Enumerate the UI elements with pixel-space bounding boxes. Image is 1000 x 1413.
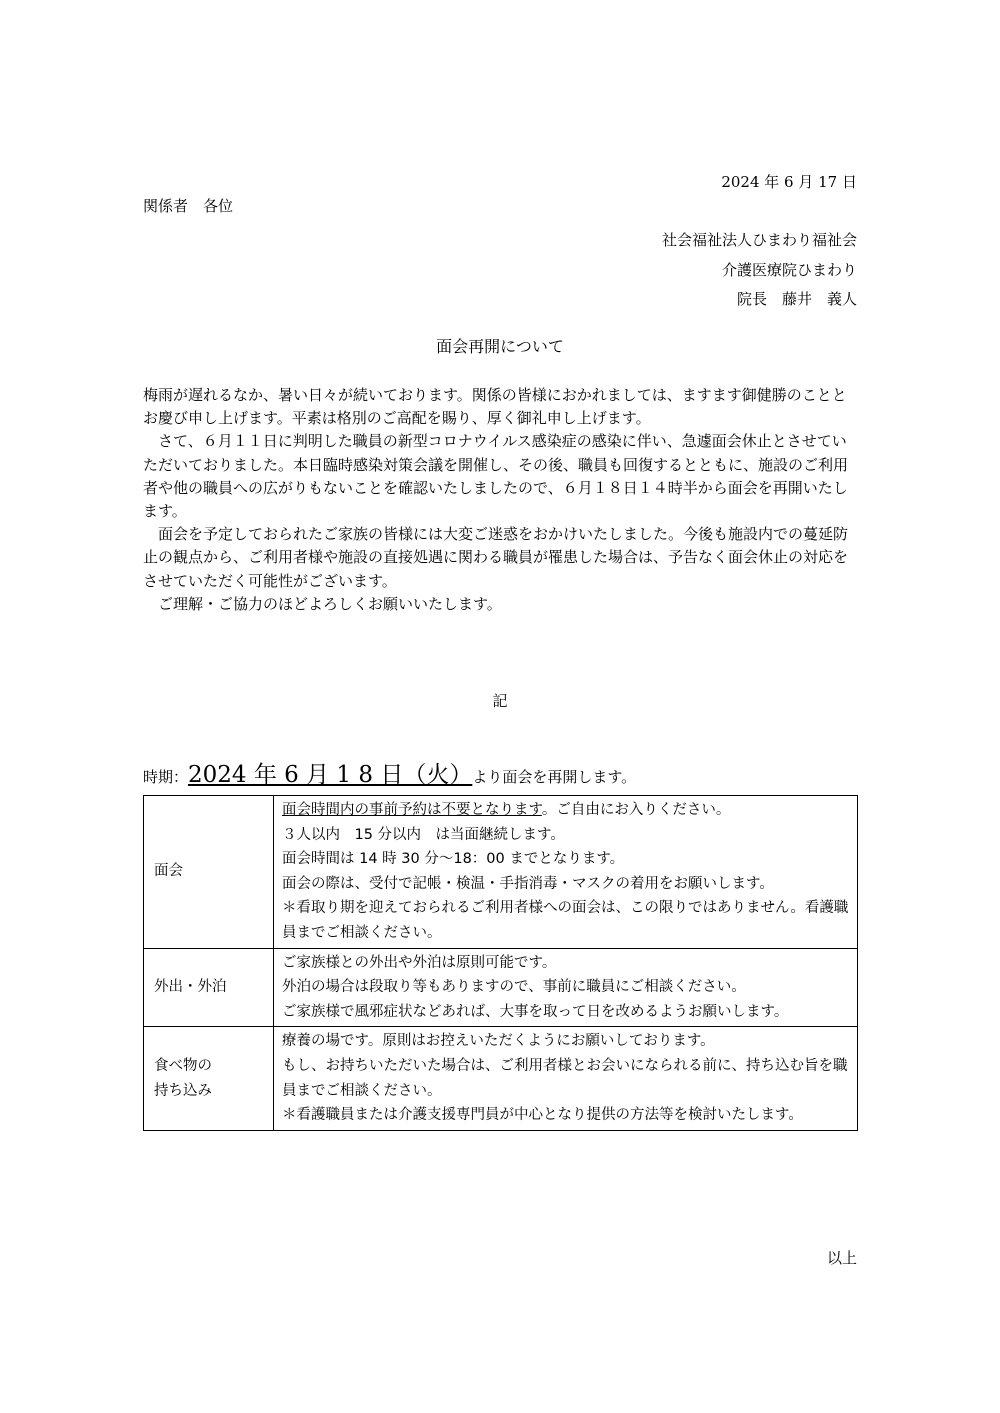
table-row-food <box>144 1027 858 1130</box>
body-paragraph-greeting: 梅雨が遅れるなか、暑い日々が続いております。関係の皆様におかれましては、ますます御健勝のこととお慶び申し上げます。平素は格別のご高配を賜り、厚く御礼申し上げます。 <box>143 386 847 428</box>
table-row-outing <box>144 948 858 1027</box>
visit-rules-table <box>143 795 858 1131</box>
kigo-heading: 記 <box>492 692 508 710</box>
document-date: 2024 年 6 月 17 日 <box>721 173 857 191</box>
row-content-visit <box>274 796 858 949</box>
visit-lead-underlined: 面会時間内の事前予約は不要となります <box>282 802 542 818</box>
food-head-line-1: 食べ物の <box>154 1057 212 1074</box>
outing-line-1: ご家族様との外出や外泊は原則可能です。 <box>282 954 557 971</box>
period-label: 時期： <box>143 768 189 786</box>
row-head-outing: 外出・外泊 <box>144 948 274 1027</box>
food-line-2: もし、お持ちいただいた場合は、ご利用者様とお会いになられる前に、持ち込む旨を職員までご相談ください。 <box>282 1057 848 1099</box>
visit-line-2: ３人以内 15 分以内 は当面継続します。 <box>282 826 565 843</box>
closing-mark: 以上 <box>826 1249 857 1267</box>
addressee: 関係者 各位 <box>143 197 234 215</box>
body-paragraph-apology: 面会を予定しておられたご家族の皆様には大変ご迷惑をおかけいたしました。今後も施設内での蔓延防止の観点から、ご利用者様や施設の直接処遇に関わる職員が罹患した場合は、予告なく面会休止の対応をさせていただく可能性がございます。 <box>143 525 849 590</box>
visit-line-1 <box>282 798 849 823</box>
outing-line-3: ご家族様で風邪症状などあれば、大事を取って日を改めるようお願いします。 <box>282 1003 789 1020</box>
period-date: 2024 年 6 月 1 8 日（火） <box>188 762 473 788</box>
sender-facility: 介護医療院ひまわり <box>721 260 857 279</box>
outing-line-2: 外泊の場合は段取り等もありますので、事前に職員にご相談ください。 <box>282 979 746 996</box>
document-body <box>143 384 859 616</box>
resume-period <box>143 756 636 789</box>
table-row-visit <box>144 796 858 949</box>
visit-lead-rest: 。ご自由にお入りください。 <box>541 802 731 818</box>
food-line-3: ＊看護職員または介護支援専門員が中心となり提供の方法等を検討いたします。 <box>282 1107 803 1124</box>
body-paragraph-closure: さて、６月１１日に判明した職員の新型コロナウイルス感染症の感染に伴い、急遽面会休止とさせていただいておりました。本日臨時感染対策会議を開催し、その後、職員も回復するとともに、施設のご利用者や他の職員への広がりもないことを確認いたしましたので、６月１８日１４時半から面会を再開いたします。 <box>143 432 849 521</box>
food-line-1: 療養の場です。原則はお控えいただくようにお願いしております。 <box>282 1033 715 1050</box>
row-content-outing <box>274 948 858 1027</box>
visit-line-4: 面会の際は、受付で記帳・検温・手指消毒・マスクの着用をお願いします。 <box>282 875 774 892</box>
sender-name: 院長 藤井 義人 <box>736 290 857 308</box>
food-head-line-2: 持ち込み <box>154 1082 212 1099</box>
row-head-visit: 面会 <box>144 796 274 949</box>
row-head-food <box>144 1027 274 1130</box>
document-title: 面会再開について <box>436 337 564 356</box>
body-paragraph-request: ご理解・ご協力のほどよろしくお願いいたします。 <box>158 594 502 613</box>
period-suffix: より面会を再開します。 <box>472 768 637 786</box>
sender-block <box>662 226 857 315</box>
visit-line-5: ＊看取り期を迎えておられるご利用者様への面会は、この限りではありません。看護職員までご相談ください。 <box>282 900 849 941</box>
sender-organization: 社会福祉法人ひまわり福祉会 <box>661 231 857 249</box>
visit-line-3: 面会時間は 14 時 30 分～18：00 までとなります。 <box>282 851 625 868</box>
row-content-food <box>274 1027 858 1130</box>
